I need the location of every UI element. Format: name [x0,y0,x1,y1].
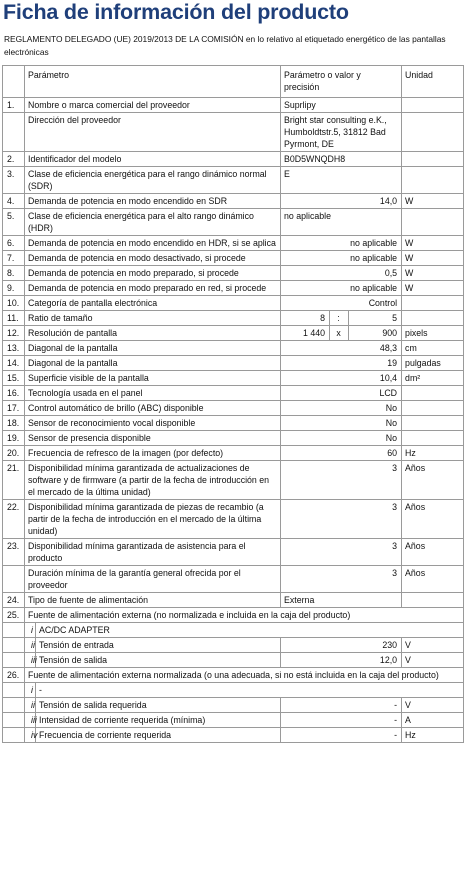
row-value: No [281,431,402,446]
ratio-width: 8 [281,311,330,326]
table-row [3,416,464,431]
row-label: Superficie visible de la pantalla [25,371,281,386]
resolution-width: 1 440 [281,326,330,341]
row-value: 48,3 [281,341,402,356]
row-value: 3 [281,539,402,566]
row-label: Tensión de entrada [36,638,281,653]
row-value: Bright star consulting e.K., Humboldtstr.5, 31812 Bad Pyrmont, DE [281,113,402,152]
row-value: 3 [281,500,402,539]
row-label: Control automático de brillo (ABC) disponible [25,401,281,416]
subrow-roman: iii [25,653,36,668]
row-label: Fuente de alimentación externa (no normalizada e incluida en la caja del producto) [25,608,464,623]
row-unit: V [402,638,464,653]
table-row [3,371,464,386]
table-row [3,209,464,236]
row-unit [402,296,464,311]
table-row [3,281,464,296]
row-unit: cm [402,341,464,356]
row-number: 3. [3,167,25,194]
header-unit: Unidad [402,66,464,98]
table-row [3,500,464,539]
resolution-separator: x [330,326,349,341]
row-label: Diagonal de la pantalla [25,356,281,371]
row-unit [402,593,464,608]
row-value: Suprlipy [281,98,402,113]
row-label: Nombre o marca comercial del proveedor [25,98,281,113]
row-unit: pulgadas [402,356,464,371]
table-subrow [3,683,464,698]
row-unit [402,386,464,401]
row-unit [402,167,464,194]
table-row [3,98,464,113]
row-number [3,683,25,698]
row-unit: dm² [402,371,464,386]
row-value: 12,0 [281,653,402,668]
row-value: 0,5 [281,266,402,281]
row-label: Tensión de salida [36,653,281,668]
table-row [3,446,464,461]
subrow-roman: iii [25,713,36,728]
row-label: Disponibilidad mínima garantizada de actualizaciones de software y de firmware (a partir de la fecha de introducción en el mercado de la última unidad) [25,461,281,500]
row-number: 15. [3,371,25,386]
row-label: Disponibilidad mínima garantizada de asistencia para el producto [25,539,281,566]
row-number: 26. [3,668,25,683]
row-value: no aplicable [281,236,402,251]
subrow-roman: iv [25,728,36,743]
row-label: Frecuencia de refresco de la imagen (por defecto) [25,446,281,461]
row-number: 21. [3,461,25,500]
row-label: Fuente de alimentación externa normalizada (o una adecuada, si no está incluida en la caja del producto) [25,668,464,683]
row-label: Sensor de reconocimiento vocal disponible [25,416,281,431]
subrow-roman: ii [25,638,36,653]
row-label: Tecnología usada en el panel [25,386,281,401]
row-value: Externa [281,593,402,608]
row-unit: Años [402,566,464,593]
row-value: 3 [281,566,402,593]
row-number [3,638,25,653]
row-number: 6. [3,236,25,251]
row-number: 4. [3,194,25,209]
row-number: 25. [3,608,25,623]
row-label: Resolución de pantalla [25,326,281,341]
table-row [3,341,464,356]
row-unit [402,98,464,113]
table-row [3,236,464,251]
table-subrow [3,728,464,743]
row-value: no aplicable [281,281,402,296]
row-label: Clase de eficiencia energética para el rango dinámico normal (SDR) [25,167,281,194]
row-value: no aplicable [281,251,402,266]
row-value: - [281,713,402,728]
row-number [3,566,25,593]
row-label: Demanda de potencia en modo preparado en red, si procede [25,281,281,296]
row-value: 10,4 [281,371,402,386]
table-row [3,461,464,500]
row-value: Control [281,296,402,311]
row-number: 20. [3,446,25,461]
ratio-separator: : [330,311,349,326]
row-number [3,113,25,152]
row-number: 24. [3,593,25,608]
table-row [3,311,464,326]
row-unit: W [402,251,464,266]
table-subrow [3,713,464,728]
row-number [3,653,25,668]
row-label: Demanda de potencia en modo encendido en HDR, si se aplica [25,236,281,251]
row-value: 230 [281,638,402,653]
row-value: 60 [281,446,402,461]
resolution-height: 900 [349,326,402,341]
row-number [3,713,25,728]
row-value: no aplicable [281,209,402,236]
row-number: 17. [3,401,25,416]
row-value: E [281,167,402,194]
row-label: Demanda de potencia en modo encendido en SDR [25,194,281,209]
table-row [3,167,464,194]
row-value: - [281,698,402,713]
table-row [3,152,464,167]
header-parameter: Parámetro [25,66,281,98]
table-row [3,401,464,416]
row-unit [402,209,464,236]
row-number: 10. [3,296,25,311]
row-value: LCD [281,386,402,401]
row-unit [402,401,464,416]
row-value: - [281,728,402,743]
table-subrow [3,638,464,653]
row-number: 19. [3,431,25,446]
row-number: 9. [3,281,25,296]
table-row [3,194,464,209]
row-unit: W [402,194,464,209]
row-label: Frecuencia de corriente requerida [36,728,281,743]
row-label: Ratio de tamaño [25,311,281,326]
table-row [3,431,464,446]
row-number [3,728,25,743]
row-value: B0D5WNQDH8 [281,152,402,167]
row-unit [402,416,464,431]
row-value: No [281,416,402,431]
table-subrow [3,623,464,638]
row-unit: pixels [402,326,464,341]
row-number [3,623,25,638]
row-label: Tipo de fuente de alimentación [25,593,281,608]
table-row [3,566,464,593]
table-row [3,539,464,566]
row-number: 7. [3,251,25,266]
row-unit: Años [402,461,464,500]
row-label: Sensor de presencia disponible [25,431,281,446]
row-number: 16. [3,386,25,401]
row-number: 13. [3,341,25,356]
row-label: Duración mínima de la garantía general ofrecida por el proveedor [25,566,281,593]
row-number: 8. [3,266,25,281]
row-unit: A [402,713,464,728]
row-unit: W [402,236,464,251]
row-number: 11. [3,311,25,326]
subrow-roman: ii [25,698,36,713]
product-info-table [2,65,464,743]
table-row [3,386,464,401]
row-value: No [281,401,402,416]
row-unit: W [402,266,464,281]
row-number: 14. [3,356,25,371]
row-unit [402,431,464,446]
table-subrow [3,653,464,668]
row-label: Clase de eficiencia energética para el alto rango dinámico (HDR) [25,209,281,236]
row-unit: Años [402,539,464,566]
row-label: Demanda de potencia en modo preparado, si procede [25,266,281,281]
row-number: 5. [3,209,25,236]
table-row [3,608,464,623]
row-unit: V [402,653,464,668]
table-header-row [3,66,464,98]
table-row [3,251,464,266]
subrow-roman: i [25,623,36,638]
table-row [3,326,464,341]
subrow-roman: i [25,683,36,698]
table-row [3,593,464,608]
row-number: 18. [3,416,25,431]
table-row [3,113,464,152]
page-title: Ficha de información del producto [3,0,349,24]
row-label: Intensidad de corriente requerida (mínima) [36,713,281,728]
row-label: Categoría de pantalla electrónica [25,296,281,311]
row-label: Identificador del modelo [25,152,281,167]
header-value: Parámetro o valor y precisión [281,66,402,98]
row-unit: Hz [402,446,464,461]
table-row [3,266,464,281]
header-num-cell [3,66,25,98]
table-row [3,356,464,371]
row-number: 1. [3,98,25,113]
row-unit: V [402,698,464,713]
regulation-subtitle: REGLAMENTO DELEGADO (UE) 2019/2013 DE LA COMISIÓN en lo relativo al etiquetado energético de las pantallas electrónicas [4,34,446,57]
row-label: - [36,683,464,698]
row-label: Disponibilidad mínima garantizada de piezas de recambio (a partir de la fecha de introducción en el mercado de la última unidad) [25,500,281,539]
table-row [3,668,464,683]
row-unit [402,113,464,152]
row-unit: Años [402,500,464,539]
row-unit: Hz [402,728,464,743]
row-value: 3 [281,461,402,500]
row-number: 23. [3,539,25,566]
row-unit: W [402,281,464,296]
row-number: 22. [3,500,25,539]
row-label: Dirección del proveedor [25,113,281,152]
table-subrow [3,698,464,713]
row-label: Tensión de salida requerida [36,698,281,713]
row-number: 2. [3,152,25,167]
row-number [3,698,25,713]
row-label: Demanda de potencia en modo desactivado, si procede [25,251,281,266]
table-row [3,296,464,311]
row-value: 19 [281,356,402,371]
row-unit [402,152,464,167]
row-unit [402,311,464,326]
row-label: AC/DC ADAPTER [36,623,464,638]
row-label: Diagonal de la pantalla [25,341,281,356]
ratio-height: 5 [349,311,402,326]
row-number: 12. [3,326,25,341]
row-value: 14,0 [281,194,402,209]
